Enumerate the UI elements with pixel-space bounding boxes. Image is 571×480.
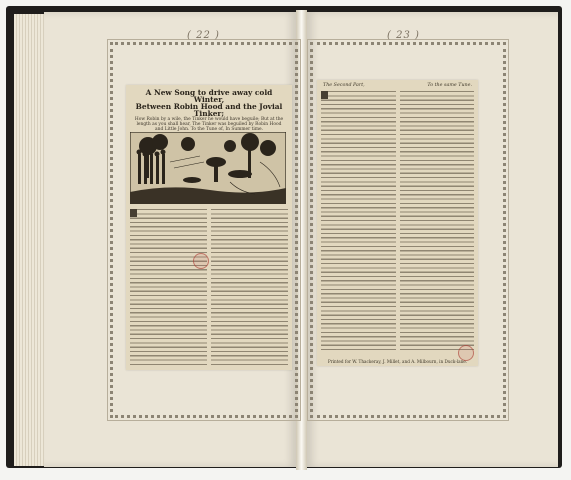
- ballad-text-column: [130, 209, 207, 366]
- library-stamp: [458, 345, 474, 361]
- second-part-header: [317, 80, 478, 88]
- library-stamp: [193, 253, 209, 269]
- printer-colophon: Printed for W. Thackeray, J. Millet, and A. Milbourn, in Duck-lane.: [327, 359, 468, 364]
- ballad-sheet-right: [317, 80, 478, 366]
- ballad-text-columns: [321, 91, 474, 352]
- ballad-text-columns: [130, 209, 288, 366]
- woodcut-illustration: [130, 132, 286, 204]
- ballad-text-column: [400, 91, 475, 352]
- left-page-number: ( 22 ): [187, 30, 220, 41]
- drop-cap: [130, 209, 137, 217]
- tune-note: To the same Tune.: [427, 83, 472, 88]
- ballad-title-line2: Between Robin Hood and the Jovial Tinker;: [135, 102, 283, 118]
- ballad-title: A New Song to drive away cold Winter,: [145, 88, 273, 104]
- right-page-number: ( 23 ): [387, 30, 420, 41]
- page-edges: [14, 14, 46, 466]
- drop-cap: [321, 91, 328, 99]
- second-part-title: The Second Part,: [323, 83, 365, 88]
- ballad-text-column: [211, 209, 288, 366]
- ballad-title-block: [126, 85, 292, 132]
- ballad-sheet-left: [126, 85, 292, 370]
- ballad-text-column: [321, 91, 396, 352]
- ballad-subtitle: How Robin by a wile, the Tinker he would have beguile; But at the length as you shall hear, The Tinker was beguiled by Robin Hood and Little John. To the Tune of, In Summer time.: [134, 117, 284, 132]
